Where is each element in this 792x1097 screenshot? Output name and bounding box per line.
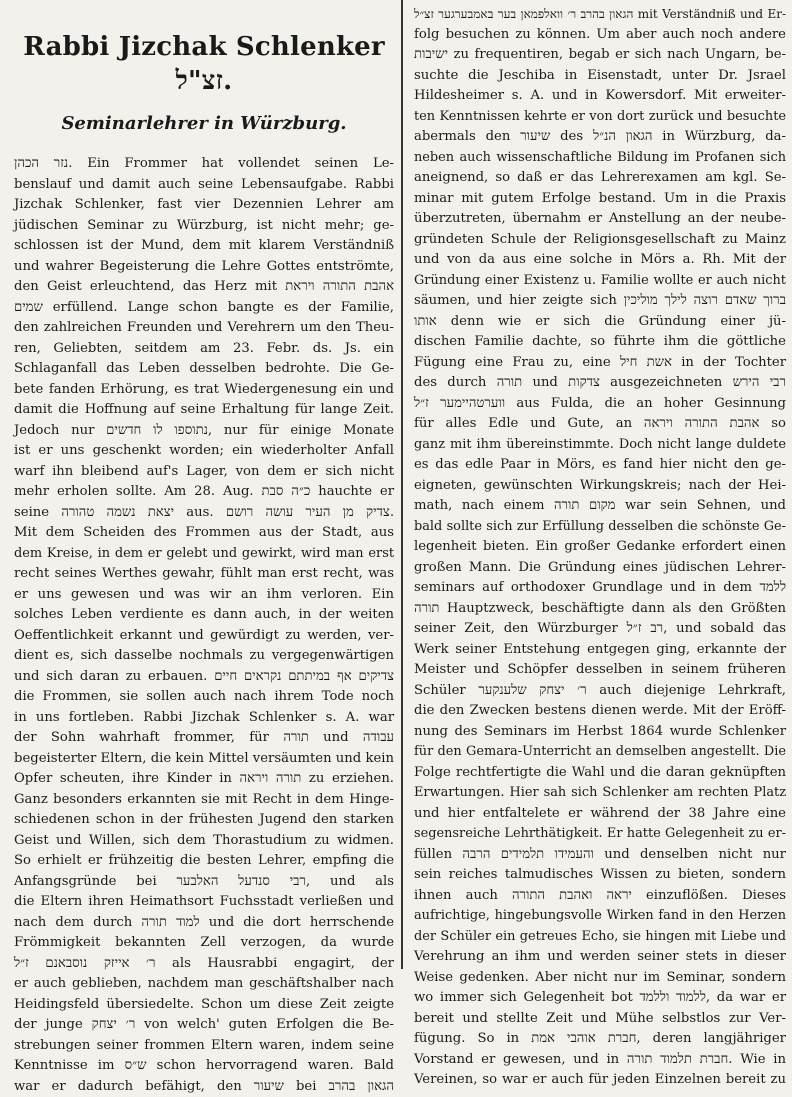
text-line: sein reiches talmudisches Wissen zu bieten, sondern <box>414 865 786 886</box>
text-line: die den Zwecken bestens dienen werde. Mit der Eröff- <box>414 701 786 722</box>
text-line: ten Kenntnissen kehrte er von dort zurück und besuchte <box>414 107 786 128</box>
text-line: überzutreten, übernahm er Anstellung an der neube- <box>414 209 786 230</box>
text-line: Werk seiner Entstehung entgegen ging, erkannte der <box>414 640 786 661</box>
text-line: Frömmigkeit bekannten Zell verzogen, da wurde <box>14 933 394 954</box>
text-line: legenheit bieten. Ein großer Gedanke erfordert einen <box>414 537 786 558</box>
text-line: säumen, und hier zeigte sich ברוך שאדם רוצה לילך מוליכין <box>414 291 786 312</box>
text-line: und von da aus eine solche in Mörs a. Rh. Mit der <box>414 250 786 271</box>
text-line: הגאון בהרב ר׳ וואלפמאן בער באמבערגער זצ״ל mit Verständniß und Er- <box>414 4 786 25</box>
text-line: seminars auf orthodoxer Grundlage und in dem ללמד <box>414 578 786 599</box>
text-line: war er dadurch befähigt, den שיעור bei הגאון בהרב <box>14 1077 394 1097</box>
text-line: den Geist erleuchtend, das Herz mit אהבת התורה ויראת <box>14 277 394 298</box>
text-line: Schüler ר׳ יצחק שלענקער auch diejenige Lehrkraft, <box>414 681 786 702</box>
text-line: und wahrer Begeisterung die Lehre Gottes entströmte, <box>14 257 394 278</box>
text-line: in uns fortleben. Rabbi Jizchak Schlenker s. A. war <box>14 708 394 729</box>
text-line: für alles Edle und Gute, an אהבת התורה ויראה so <box>414 414 786 435</box>
text-line: Geist und Willen, sich dem Thorastudium zu widmen. <box>14 831 394 852</box>
text-line: Folge rechtfertigte die Wahl und die daran geknüpften <box>414 763 786 784</box>
text-line: und sich daran zu erbauen. צדיקים אף במיתתם נקראים חיים <box>14 667 394 688</box>
article-title: Rabbi Jizchak Schlenker זצ"ל. <box>14 30 394 98</box>
text-line: Heidingsfeld übersiedelte. Schon um diese Zeit zeigte <box>14 995 394 1016</box>
text-line: So erhielt er frühzeitig die besten Lehrer, empfing die <box>14 851 394 872</box>
text-line: ihnen auch יראה ואהבת התורה einzuflößen. Dieses <box>414 886 786 907</box>
text-line: bald sollte sich zur Erfüllung desselben die schönste Ge- <box>414 517 786 538</box>
text-line: Vereinen, so war er auch für jeden Einzelnen bereit zu <box>414 1070 786 1091</box>
text-line: schlossen ist der Mund, dem mit klarem Verständniß <box>14 236 394 257</box>
text-line: nung des Seminars im Herbst 1864 wurde Schlenker <box>414 722 786 743</box>
text-line: Meister und Schöpfer desselben in seinem früheren <box>414 660 786 681</box>
text-line: אותו denn wie er sich die Gründung einer jü- <box>414 312 786 333</box>
text-line: solches Leben verdiente es dann auch, in der weiten <box>14 605 394 626</box>
text-line: Erwartungen. Hier sah sich Schlenker am rechten Platz <box>414 783 786 804</box>
text-line: wo immer sich Gelegenheit bot ללמוד וללמד, da war er <box>414 988 786 1009</box>
text-line: seiner Zeit, den Würzburger רב ז״ל, und sobald das <box>414 619 786 640</box>
text-line: der Sohn wahrhaft frommer, für תורה und עבודה <box>14 728 394 749</box>
text-line: Ganz besonders erkannten sie mit Recht in dem Hinge- <box>14 790 394 811</box>
text-line: נזר הכהן. Ein Frommer hat vollendet seinen Le- <box>14 154 394 175</box>
left-column-body <box>14 154 394 1097</box>
text-line: aneignend, so daß er das Lehrerexamen am kgl. Se- <box>414 168 786 189</box>
text-line: ren, Geliebten, seitdem am 23. Febr. ds. Js. ein <box>14 339 394 360</box>
text-line: Jedoch nur נתוספו לו חדשים, nur für einige Monate <box>14 421 394 442</box>
text-line: warf ihn bleibend auf's Lager, von dem er sich nicht <box>14 462 394 483</box>
text-line: benslauf und damit auch seine Lebensaufgabe. Rabbi <box>14 175 394 196</box>
text-line: es das edle Paar in Mörs, es fand hier nicht den ge- <box>414 455 786 476</box>
text-line: füllen והעמידו תלמידים הרבה und denselben nicht nur <box>414 845 786 866</box>
text-line: den zahlreichen Freunden und Verehrern um den Theu- <box>14 318 394 339</box>
text-line: abermals den שיעור des הגאון הנ״ל in Würzburg, da- <box>414 127 786 148</box>
text-line: minar mit gutem Erfolge bestand. Um in die Praxis <box>414 189 786 210</box>
text-line: die Frommen, sie sollen auch nach ihrem Tode noch <box>14 687 394 708</box>
text-line: er uns gewesen und was wir an ihm verloren. Ein <box>14 585 394 606</box>
text-line: ווערטהיימער ז״ל aus Fulda, die an hoher Gesinnung <box>414 394 786 415</box>
text-line: nach dem durch למוד תורה und die dort herrschende <box>14 913 394 934</box>
text-line: jüdischen Seminar zu Würzburg, ist nicht mehr; ge- <box>14 216 394 237</box>
text-line: recht seines Werthes gewahr, fühlt man erst recht, was <box>14 564 394 585</box>
text-line: ישיבות zu frequentiren, begab er sich nach Ungarn, be- <box>414 45 786 66</box>
text-line: und hier entfaltelete er während der 38 Jahre eine <box>414 804 786 825</box>
text-line: er auch geblieben, nachdem man geschäftshalber nach <box>14 974 394 995</box>
text-line: seine יצאת נשמה טהורה aus. צדיק מן העיר עושה רושם. <box>14 503 394 524</box>
text-line: der Schüler ein getreues Echo, sie hingen mit Liebe und <box>414 927 786 948</box>
text-line: dem Kreise, in dem er gelebt und gewirkt, wird man erst <box>14 544 394 565</box>
text-line: der junge ר׳ יצחק von welch' guten Erfolgen die Be- <box>14 1015 394 1036</box>
text-line: Mit dem Scheiden des Frommen aus der Stadt, aus <box>14 523 394 544</box>
text-line: תורה Hauptzweck, beschäftigte dann als den Größten <box>414 599 786 620</box>
text-line: Gründung einer Existenz u. Familie wollte er auch nicht <box>414 271 786 292</box>
text-line: begeisterter Eltern, die kein Mittel versäumten und kein <box>14 749 394 770</box>
text-line: ר׳ אייזק נוסבאנם ז״ל als Hausrabbi engagirt, der <box>14 954 394 975</box>
text-line: suchte die Jeschiba in Eisenstadt, unter Dr. Jsrael <box>414 66 786 87</box>
text-line: Anfangsgründe bei רבי סנדעל האלבער, und als <box>14 872 394 893</box>
text-line: שמים erfüllend. Lange schon bangte es der Familie, <box>14 298 394 319</box>
right-column <box>414 0 786 969</box>
text-line: segensreiche Lehrthätigkeit. Er hatte Gelegenheit zu er- <box>414 824 786 845</box>
text-line: schiedenen schon in der frühesten Jugend den starken <box>14 810 394 831</box>
text-line: für den Gemara-Unterricht an demselben angestellt. Die <box>414 742 786 763</box>
text-line: bereit und stellte Zeit und Mühe selbstlos zur Ver- <box>414 1009 786 1030</box>
text-line: neben auch wissenschaftliche Bildung im Profanen sich <box>414 148 786 169</box>
text-line: math, nach einem מקום תורה war sein Sehnen, und <box>414 496 786 517</box>
column-divider <box>401 0 403 969</box>
text-line: Verehrung an ihm und werden seiner stets in dieser <box>414 947 786 968</box>
text-line: Vorstand er gewesen, und in חברת תלמוד תורה. Wie in <box>414 1050 786 1071</box>
text-line: ganz mit ihm übereinstimmte. Doch nicht lange duldete <box>414 435 786 456</box>
text-line: gründeten Schule der Religionsgesellschaft zu Mainz <box>414 230 786 251</box>
text-line: Kenntnisse im ש״ס schon hervorragend waren. Bald <box>14 1056 394 1077</box>
text-line: Opfer scheuten, ihre Kinder in תורה ויראה zu erziehen. <box>14 769 394 790</box>
text-line: Jizchak Schlenker, fast vier Dezennien Lehrer am <box>14 195 394 216</box>
text-line: damit die Hoffnung auf seine Erhaltung für lange Zeit. <box>14 400 394 421</box>
article-subtitle: Seminarlehrer in Würzburg. <box>14 112 394 136</box>
text-line: Schlaganfall das Leben desselben bedrohte. Die Ge- <box>14 359 394 380</box>
text-line: mehr erholen sollte. Am 28. Aug. כ״ה סבת hauchte er <box>14 482 394 503</box>
text-line: Fügung eine Frau zu, eine אשת חיל in der Tochter <box>414 353 786 374</box>
text-line: Oeffentlichkeit erkannt und gewürdigt zu werden, ver- <box>14 626 394 647</box>
text-line: dischen Familie dachte, so führte ihm die göttliche <box>414 332 786 353</box>
text-line: eigneten, gewünschten Wirkungskreis; nach der Hei- <box>414 476 786 497</box>
text-line: großen Mann. Die Gründung eines jüdischen Lehrer- <box>414 558 786 579</box>
text-line: strebungen seiner frommen Eltern waren, indem seine <box>14 1036 394 1057</box>
right-column-body <box>414 4 786 1091</box>
text-line: fügung. So in חברת אוהבי אמת, deren langjähriger <box>414 1029 786 1050</box>
text-line: Weise gedenken. Aber nicht nur im Seminar, sondern <box>414 968 786 989</box>
text-line: aufrichtige, hingebungsvolle Wirken fand in den Herzen <box>414 906 786 927</box>
text-line: dient es, sich dasselbe nochmals zu vergegenwärtigen <box>14 646 394 667</box>
text-line: ist er uns geschenkt worden; ein wiederholter Anfall <box>14 441 394 462</box>
left-column <box>14 0 394 969</box>
text-line: folg besuchen zu können. Um aber auch noch andere <box>414 25 786 46</box>
text-line: Hildesheimer s. A. und in Kowersdorf. Mit erweiter- <box>414 86 786 107</box>
text-line: die Eltern ihren Heimathsort Fuchsstadt verließen und <box>14 892 394 913</box>
text-line: des durch תורה und צדקות ausgezeichneten רבי הירש <box>414 373 786 394</box>
text-line: bete fanden Erhörung, es trat Wiedergenesung ein und <box>14 380 394 401</box>
